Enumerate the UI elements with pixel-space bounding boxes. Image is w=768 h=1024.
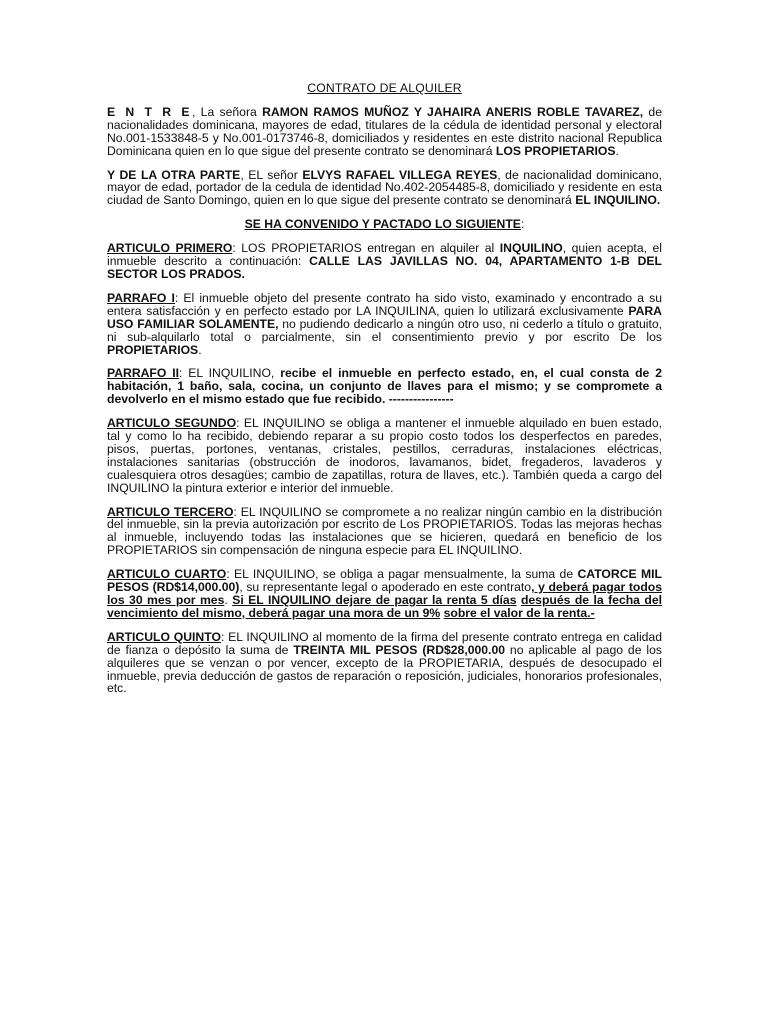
paragraph-articulo-primero (107, 242, 662, 281)
otra-parte-lead: Y DE LA OTRA PARTE (107, 167, 241, 182)
owners-names: RAMON RAMOS MUÑOZ Y JAHAIRA ANERIS ROBLE TAVAREZ, (262, 104, 644, 119)
deposit-amount: TREINTA MIL PESOS (RD$28,000.00 (293, 642, 505, 657)
articulo-segundo-label: ARTICULO SEGUNDO (107, 416, 237, 431)
parrafo-1-owners: PROPIETARIOS (107, 342, 199, 357)
section-heading (107, 218, 662, 231)
otra-parte-text-1: , EL señor (240, 167, 303, 182)
paragraph-articulo-cuarto (107, 568, 662, 620)
articulo-cuarto-text-3: . (224, 593, 233, 607)
articulo-tercero-text: : EL INQUILINO se compromete a no realizar ningún cambio en la distribución del inmueble, sin la previa autorización por escrito de Los PROPIETARIOS. Todas las mejoras hechas al inmueble, incluyendo todas las instalaciones que se hicieren, quedará en beneficio de los PROPIETARIOS sin compensación de ninguna especie para EL INQUILINO. (107, 504, 663, 558)
tenant-designation: EL INQUILINO. (575, 193, 661, 208)
entre-text-3: . (615, 143, 619, 158)
paragraph-otra-parte (107, 169, 662, 208)
articulo-cuarto-text-1: : EL INQUILINO, se obliga a pagar mensualmente, la suma de (226, 567, 578, 582)
parrafo-2-text-1: : EL INQUILINO, (179, 366, 281, 381)
convenido-colon: : (520, 217, 525, 232)
parrafo-1-text-3: . (198, 342, 202, 357)
late-fee-clause: después de la fecha del vencimiento del mismo, deberá pagar una mora de un 9% (107, 593, 662, 620)
entre-text-1: , La señora (192, 104, 263, 119)
articulo-segundo-text: : EL INQUILINO se obliga a mantener el inmueble alquilado en buen estado, tal y como lo ha recibido, debiendo reparar a su propio costo todos los desperfectos en paredes, pisos, puertas, portones, ventanas, cristales, pestillos, cerraduras, instalaciones eléctricas, instalaciones sanitarias (obstrucción de inodoros, lavamanos, bidet, fregaderos, lavaderos y cualesquiera otros desagües; cambio de zapatillas, rotura de llaves, etc.). También queda a cargo del INQUILINO la pintura exterior e interior del inmueble. (107, 416, 662, 495)
parrafo-2-label: PARRAFO II (107, 366, 180, 381)
articulo-tercero-label: ARTICULO TERCERO (107, 504, 234, 519)
articulo-quinto-text-2: no aplicable al pago de los alquileres que se venzan o por vencer, excepto de la PROPIETARIA, después de desocupado el inmueble, previa deducción de gastos de reparación o reposición, judiciales, honorarios profesionales, etc. (107, 642, 663, 696)
parrafo-1-label: PARRAFO I (107, 290, 175, 305)
parrafo-1-text-1: : El inmueble objeto del presente contrato ha sido visto, examinado y encontrado a su entera satisfacción y en perfecto estado por LA INQUILINA, quien lo utilizará exclusivamente (107, 290, 662, 318)
articulo-primero-text-2: , quien acepta, el inmueble descrito a continuación: (107, 241, 662, 269)
late-payment-clause: Si EL INQUILINO dejare de pagar la renta 5 días (232, 593, 517, 607)
paragraph-articulo-segundo (107, 417, 662, 494)
articulo-primero-text-1: : LOS PROPIETARIOS entregan en alquiler al (232, 241, 500, 256)
articulo-cuarto-label: ARTICULO CUARTO (107, 567, 227, 582)
convenido-heading: SE HA CONVENIDO Y PACTADO LO SIGUIENTE (244, 217, 521, 232)
entre-text-2: de nacionalidades dominicana, mayores de edad, titulares de la cédula de identidad personal y electoral No.001-1533848-5 y No.001-0173746-8, domiciliados y residentes en este distrito nacional Republica Dominicana quien en lo que sigue del presente contrato se denominará (107, 104, 662, 158)
property-address: CALLE LAS JAVILLAS NO. 04, APARTAMENTO 1-B DEL SECTOR LOS PRADOS. (107, 254, 662, 281)
articulo-primero-tenant: INQUILINO (499, 241, 563, 256)
paragraph-parrafo-1 (107, 292, 662, 357)
articulo-cuarto-text-2: , su representante legal o apoderado en este contrato (239, 580, 532, 595)
articulo-quinto-text-1: : EL INQUILINO al momento de la firma del presente contrato entrega en calidad de fianza o depósito la suma de (107, 629, 662, 657)
paragraph-articulo-quinto (107, 631, 662, 696)
rent-amount: CATORCE MIL PESOS (RD$14,000.00) (107, 567, 662, 595)
articulo-primero-label: ARTICULO PRIMERO (107, 241, 233, 256)
owners-designation: LOS PROPIETARIOS (495, 143, 616, 158)
payment-schedule: , y deberá pagar todos los 30 mes por mes (107, 580, 662, 607)
paragraph-entre (107, 106, 662, 158)
parrafo-1-text-2: no pudiendo dedicarlo a ningún otro uso, ni cederlo a título o gratuito, ni sub-alquilarlo total o parcialmente, sin el consentimiento previo y por escrito De los (107, 316, 663, 344)
document-title: CONTRATO DE ALQUILER (307, 81, 462, 95)
paragraph-parrafo-2 (107, 367, 662, 406)
contract-page (107, 82, 662, 706)
parrafo-2-bold: recibe el inmueble en perfecto estado, en, el cual consta de 2 habitación, 1 baño, sala, cocina, un conjunto de llaves para el mismo; y se compromete a devolverlo en el mismo estado que fue recibido. ---------------- (107, 366, 662, 407)
tenant-name: ELVYS RAFAEL VILLEGA REYES (302, 167, 498, 182)
articulo-quinto-label: ARTICULO QUINTO (107, 629, 221, 644)
entre-lead: E N T R E (107, 104, 192, 119)
parrafo-1-use: PARA USO FAMILIAR SOLAMENTE, (107, 303, 662, 331)
otra-parte-text-2: , de nacionalidad dominicano, mayor de edad, portador de la cedula de identidad No.402-2054485-8, domiciliado y residente en esta ciudad de Santo Domingo, quien en lo que sigue del presente contrato se denominará (107, 167, 662, 208)
late-fee-basis: sobre el valor de la renta.- (443, 605, 595, 620)
paragraph-articulo-tercero (107, 506, 662, 558)
